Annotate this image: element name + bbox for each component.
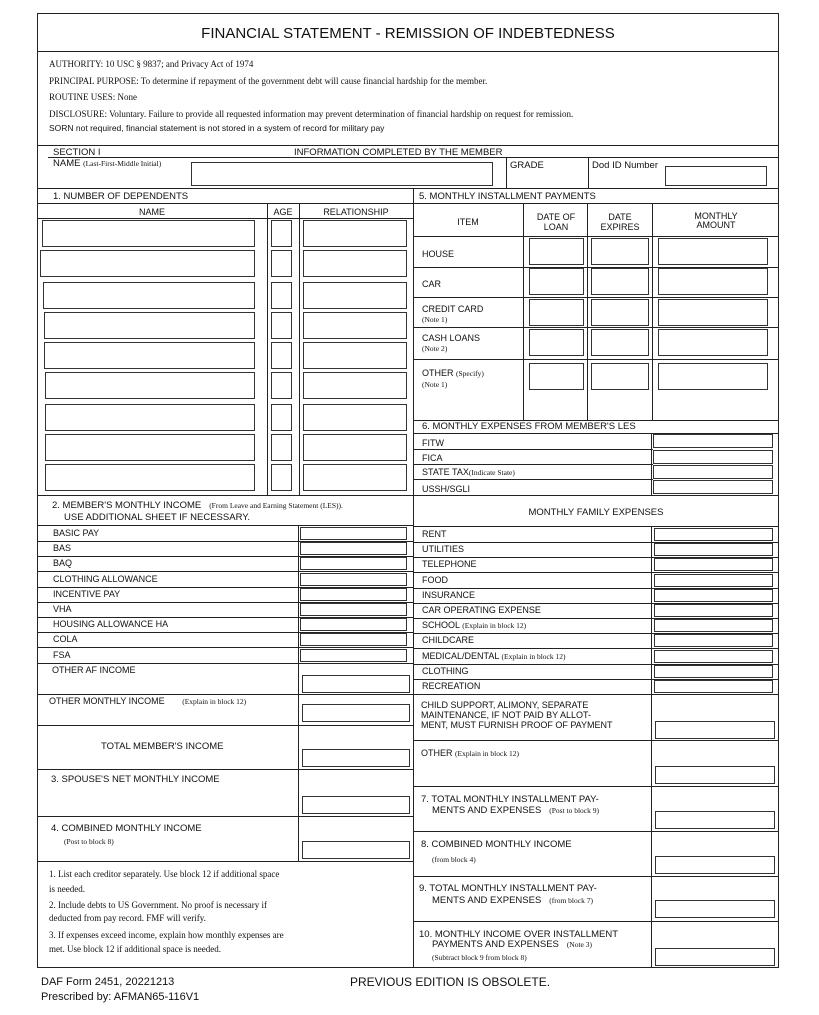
divider	[298, 525, 299, 861]
name-label	[53, 158, 161, 169]
divider	[588, 157, 589, 188]
income-heading	[52, 500, 343, 511]
installment-amount-input[interactable]	[658, 329, 768, 356]
form-title: FINANCIAL STATEMENT - REMISSION OF INDEBTEDNESS	[201, 25, 615, 42]
dependent-age-input[interactable]	[271, 342, 292, 369]
dependent-name-input[interactable]	[42, 220, 255, 247]
sorn-text: SORN not required, financial statement is not stored in a system of record for military pay	[49, 123, 385, 133]
routine-uses-text: ROUTINE USES: None	[49, 92, 137, 102]
divider	[37, 51, 779, 52]
family-row-input[interactable]	[654, 650, 773, 663]
installment-date-expires-input[interactable]	[591, 299, 649, 326]
block7-line1: 7. TOTAL MONTHLY INSTALLMENT PAY-	[421, 794, 599, 805]
family-row-label-text: SCHOOL	[422, 620, 460, 631]
installment-label-credit-card-text: CREDIT CARD	[422, 304, 484, 314]
family-row-hint: (Explain in block 12)	[501, 651, 566, 661]
les-label-state-tax	[422, 467, 515, 478]
dependent-age-input[interactable]	[271, 312, 292, 339]
les-heading: 6. MONTHLY EXPENSES FROM MEMBER'S LES	[422, 421, 636, 432]
name-label-text: NAME	[53, 158, 81, 169]
les-label-fica: FICA	[422, 453, 443, 463]
installment-date-expires-input[interactable]	[591, 329, 649, 356]
family-child-support-3: MENT, MUST FURNISH PROOF OF PAYMENT	[421, 720, 613, 730]
installment-date-loan-input[interactable]	[529, 329, 584, 356]
family-heading: MONTHLY FAMILY EXPENSES	[528, 507, 664, 518]
family-row-label	[422, 620, 526, 631]
installment-date-expires-input[interactable]	[591, 268, 649, 295]
income-heading-hint: (From Leave and Earning Statement (LES)).	[209, 501, 343, 510]
block8-line1: 8. COMBINED MONTHLY INCOME	[421, 839, 572, 850]
divider	[413, 327, 779, 328]
footer-form-id: DAF Form 2451, 20221213	[41, 976, 175, 988]
family-child-support-1: CHILD SUPPORT, ALIMONY, SEPARATE	[421, 700, 589, 710]
family-row-label-text: RENT	[422, 529, 447, 539]
block10-line3: (Subtract block 9 from block 8)	[432, 953, 527, 962]
block10-line1: 10. MONTHLY INCOME OVER INSTALLMENT	[419, 929, 619, 940]
dependent-relationship-input[interactable]	[303, 434, 407, 461]
installments-col-date-expires-2: EXPIRES	[600, 222, 640, 232]
les-amount-input[interactable]	[653, 450, 773, 464]
family-row-label-text: CAR OPERATING EXPENSE	[422, 605, 541, 615]
installments-col-amount-2: AMOUNT	[696, 220, 736, 230]
les-label-ussh: USSH/SGLI	[422, 484, 471, 494]
family-row-label	[422, 544, 464, 555]
family-row-label	[422, 590, 475, 601]
spouse-heading: 3. SPOUSE'S NET MONTHLY INCOME	[51, 774, 220, 785]
family-row-input[interactable]	[654, 680, 773, 693]
divider	[37, 861, 413, 862]
installment-amount-input[interactable]	[658, 268, 768, 295]
income-row-input[interactable]	[300, 649, 407, 662]
name-label-hint: (Last-First-Middle Initial)	[83, 159, 162, 168]
income-row-label: FSA	[53, 649, 71, 660]
family-row-input[interactable]	[654, 634, 773, 647]
block7-line2	[432, 805, 599, 816]
divider	[413, 479, 653, 480]
income-row-label: VHA	[53, 604, 72, 614]
installment-label-house: HOUSE	[422, 249, 455, 259]
dependent-relationship-input[interactable]	[303, 312, 407, 339]
income-row-label: CLOTHING ALLOWANCE	[53, 573, 158, 584]
installments-col-date-loan-2: LOAN	[543, 222, 569, 232]
block10-input[interactable]	[655, 948, 775, 966]
divider	[506, 157, 507, 188]
divider	[267, 203, 268, 495]
block9-line2-text: MENTS AND EXPENSES	[432, 895, 542, 906]
family-row-label	[422, 651, 565, 662]
divider	[37, 769, 413, 770]
les-amount-input[interactable]	[653, 480, 773, 494]
family-row-input[interactable]	[654, 619, 773, 632]
installment-date-loan-input[interactable]	[529, 268, 584, 295]
note-line-3: 2. Include debts to US Government. No proof is necessary if	[49, 900, 267, 910]
family-row-label-text: UTILITIES	[422, 544, 465, 555]
note-line-2: is needed.	[49, 884, 85, 894]
installments-col-date-loan	[525, 212, 587, 232]
income-other-monthly-text: OTHER MONTHLY INCOME	[49, 696, 165, 706]
divider	[37, 816, 413, 817]
dependent-relationship-input[interactable]	[303, 220, 407, 247]
dodid-label: Dod ID Number	[592, 160, 658, 171]
dependent-name-input[interactable]	[45, 464, 255, 491]
combined-hint: (Post to block 8)	[64, 837, 114, 846]
family-row-label-text: CHILDCARE	[422, 635, 475, 646]
note-line-4: deducted from pay record. FMF will verify.	[49, 913, 206, 923]
installments-col-date-expires-1: DATE	[608, 212, 632, 222]
income-other-af-input[interactable]	[302, 675, 410, 693]
footer-prescribed: Prescribed by: AFMAN65-116V1	[41, 991, 200, 1003]
dependent-age-input[interactable]	[271, 250, 292, 277]
income-row-label: BAQ	[53, 558, 73, 569]
authority-text: AUTHORITY: 10 USC § 9837; and Privacy Act of 1974	[49, 59, 254, 69]
dependent-age-input[interactable]	[271, 282, 292, 309]
family-row-label-text: FOOD	[422, 574, 448, 585]
divider	[413, 203, 779, 204]
dependent-name-input[interactable]	[45, 372, 255, 399]
block7-input[interactable]	[655, 811, 775, 829]
family-other-text: OTHER	[421, 748, 453, 758]
block9-line2	[432, 895, 593, 906]
income-heading-text: 2. MEMBER'S MONTHLY INCOME	[52, 500, 202, 511]
les-label-fitw: FITW	[422, 438, 444, 448]
dependent-age-input[interactable]	[271, 434, 292, 461]
divider	[413, 694, 779, 695]
family-child-support-2: MAINTENANCE, IF NOT PAID BY ALLOT-	[421, 710, 592, 720]
income-other-monthly-hint: (Explain in block 12)	[182, 697, 247, 706]
income-total-input[interactable]	[302, 749, 410, 767]
divider	[37, 145, 779, 146]
divider	[413, 449, 653, 450]
installment-note-credit-card: (Note 1)	[422, 315, 448, 324]
dependent-relationship-input[interactable]	[303, 282, 407, 309]
income-row-input[interactable]	[300, 527, 407, 540]
family-row-label	[422, 575, 448, 586]
divider	[37, 188, 779, 189]
dependents-col-relationship: RELATIONSHIP	[323, 207, 389, 217]
installment-amount-input[interactable]	[658, 363, 768, 390]
center-divider	[413, 188, 414, 968]
block7-line2-text: MENTS AND EXPENSES	[432, 805, 542, 816]
family-row-label-text: INSURANCE	[422, 589, 476, 600]
dependent-relationship-input[interactable]	[303, 250, 407, 277]
income-other-monthly-input[interactable]	[302, 704, 410, 722]
grade-label: GRADE	[510, 160, 544, 171]
dependent-age-input[interactable]	[271, 372, 292, 399]
income-row-input[interactable]	[300, 603, 407, 616]
family-row-label	[422, 559, 477, 570]
note-line-6: met. Use block 12 if additional space is needed.	[49, 944, 221, 954]
dodid-input[interactable]	[665, 166, 767, 186]
family-row-input[interactable]	[654, 543, 773, 556]
block7-hint: (Post to block 9)	[549, 806, 599, 815]
income-row-label: BASIC PAY	[53, 528, 100, 538]
installment-label-cash-loans	[422, 333, 480, 354]
divider	[299, 203, 300, 495]
les-label-state-tax-text: STATE TAX	[422, 467, 469, 477]
installment-date-loan-input[interactable]	[529, 299, 584, 326]
dependent-age-input[interactable]	[271, 220, 292, 247]
income-heading-line2: USE ADDITIONAL SHEET IF NECESSARY.	[64, 512, 251, 523]
purpose-text: PRINCIPAL PURPOSE: To determine if repayment of the government debt will cause financial hardship for the member.	[49, 76, 488, 86]
installments-col-item: ITEM	[457, 217, 479, 227]
les-state-tax-hint: (Indicate State)	[468, 468, 515, 477]
installment-date-loan-input[interactable]	[529, 238, 584, 265]
dependent-name-input[interactable]	[44, 342, 255, 369]
dependents-heading: 1. NUMBER OF DEPENDENTS	[53, 191, 189, 202]
family-row-input[interactable]	[654, 558, 773, 571]
divider	[413, 921, 779, 922]
family-row-label-text: MEDICAL/DENTAL	[422, 650, 500, 661]
block9-hint: (from block 7)	[549, 896, 593, 905]
installments-col-date-expires	[588, 212, 652, 232]
block10-line2-text: PAYMENTS AND EXPENSES	[432, 939, 559, 950]
dependent-age-input[interactable]	[271, 404, 292, 431]
family-row-label	[422, 529, 447, 540]
income-other-af: OTHER AF INCOME	[52, 665, 136, 675]
block8-input[interactable]	[655, 856, 775, 874]
divider	[413, 831, 779, 832]
divider	[37, 694, 413, 695]
family-row-label	[422, 666, 469, 677]
family-other	[421, 748, 519, 759]
dependent-age-input[interactable]	[271, 464, 292, 491]
divider	[413, 236, 779, 237]
income-row-input[interactable]	[300, 588, 407, 601]
section-heading: INFORMATION COMPLETED BY THE MEMBER	[294, 147, 503, 158]
note-line-1: 1. List each creditor separately. Use block 12 if additional space	[49, 869, 280, 879]
footer-obsolete: PREVIOUS EDITION IS OBSOLETE.	[350, 975, 551, 989]
combined-income-input[interactable]	[302, 841, 410, 859]
installment-date-loan-input[interactable]	[529, 363, 584, 390]
dependent-name-input[interactable]	[40, 250, 255, 277]
dependent-name-input[interactable]	[43, 282, 255, 309]
family-row-label-text: RECREATION	[422, 681, 481, 691]
installment-label-other-text: OTHER	[422, 368, 454, 378]
les-amount-input[interactable]	[653, 465, 773, 479]
family-child-support-input[interactable]	[655, 721, 775, 739]
block9-line1: 9. TOTAL MONTHLY INSTALLMENT PAY-	[419, 883, 597, 894]
income-row-input[interactable]	[300, 573, 407, 586]
family-other-hint: (Explain in block 12)	[455, 749, 519, 758]
section-label: SECTION I	[53, 147, 101, 158]
installment-spec-other: (Specify)	[456, 369, 484, 378]
dependent-name-input[interactable]	[45, 434, 255, 461]
installments-heading: 5. MONTHLY INSTALLMENT PAYMENTS	[419, 191, 596, 202]
name-input[interactable]	[191, 162, 493, 186]
installment-label-other	[422, 368, 484, 390]
installments-col-amount	[653, 212, 779, 230]
income-row-label: COLA	[53, 634, 78, 645]
divider	[37, 218, 413, 219]
family-row-input[interactable]	[654, 574, 773, 587]
installment-date-expires-input[interactable]	[591, 238, 649, 265]
installment-label-car: CAR	[422, 279, 442, 289]
divider	[413, 876, 779, 877]
divider	[413, 464, 653, 465]
family-row-label	[422, 635, 474, 646]
block10-hint: (Note 3)	[566, 940, 593, 949]
divider	[651, 526, 652, 968]
combined-heading: 4. COMBINED MONTHLY INCOME	[51, 823, 202, 834]
dependent-relationship-input[interactable]	[303, 464, 407, 491]
family-row-label	[422, 605, 541, 616]
installments-col-date-loan-1: DATE OF	[536, 212, 576, 222]
divider	[37, 725, 413, 726]
family-row-label	[422, 681, 480, 692]
les-amount-input[interactable]	[653, 434, 773, 448]
installment-note-cash-loans: (Note 2)	[422, 344, 448, 353]
income-row-label: BAS	[53, 543, 72, 554]
income-row-label: HOUSING ALLOWANCE HA	[53, 619, 169, 630]
installment-amount-input[interactable]	[658, 238, 768, 265]
dependent-name-input[interactable]	[44, 312, 255, 339]
income-other-monthly	[49, 696, 246, 707]
family-row-input[interactable]	[654, 604, 773, 617]
block8-hint: (from block 4)	[432, 855, 476, 864]
divider	[37, 663, 413, 664]
block9-input[interactable]	[655, 900, 775, 918]
note-line-5: 3. If expenses exceed income, explain how monthly expenses are	[49, 930, 284, 940]
family-row-label-text: CLOTHING	[422, 665, 469, 676]
divider	[37, 495, 413, 496]
family-other-input[interactable]	[655, 766, 775, 784]
installment-note-other: (Note 1)	[422, 380, 448, 389]
installment-label-cash-loans-text: CASH LOANS	[422, 333, 481, 343]
spouse-income-input[interactable]	[302, 796, 410, 814]
installment-label-credit-card	[422, 304, 483, 325]
family-row-input[interactable]	[654, 589, 773, 602]
divider	[413, 740, 779, 741]
dependents-col-name: NAME	[138, 207, 165, 217]
income-row-label: INCENTIVE PAY	[53, 588, 121, 599]
dependent-name-input[interactable]	[45, 404, 255, 431]
installments-col-amount-1: MONTHLY	[694, 211, 738, 221]
divider	[37, 203, 413, 204]
family-row-input[interactable]	[654, 665, 773, 678]
divider	[413, 786, 779, 787]
installment-date-expires-input[interactable]	[591, 363, 649, 390]
income-row-input[interactable]	[300, 618, 407, 631]
divider	[413, 297, 779, 298]
divider	[413, 526, 779, 527]
family-row-hint: (Explain in block 12)	[462, 621, 527, 631]
family-child-support	[421, 700, 613, 730]
divider	[37, 525, 413, 526]
family-row-label-text: TELEPHONE	[422, 559, 477, 570]
dependent-relationship-input[interactable]	[303, 342, 407, 369]
block10-line2	[432, 939, 592, 950]
divider	[413, 495, 779, 496]
family-row-input[interactable]	[654, 528, 773, 541]
dependents-col-age: AGE	[273, 207, 293, 217]
divider	[413, 359, 779, 360]
dependent-relationship-input[interactable]	[303, 404, 407, 431]
income-row-input[interactable]	[300, 633, 407, 646]
dependent-relationship-input[interactable]	[303, 372, 407, 399]
installment-amount-input[interactable]	[658, 299, 768, 326]
income-row-input[interactable]	[300, 542, 407, 555]
income-row-input[interactable]	[300, 557, 407, 570]
disclosure-text: DISCLOSURE: Voluntary. Failure to provide all requested information may prevent determination of financial hardship on request for remission.	[49, 109, 574, 119]
income-total: TOTAL MEMBER'S INCOME	[101, 741, 224, 752]
